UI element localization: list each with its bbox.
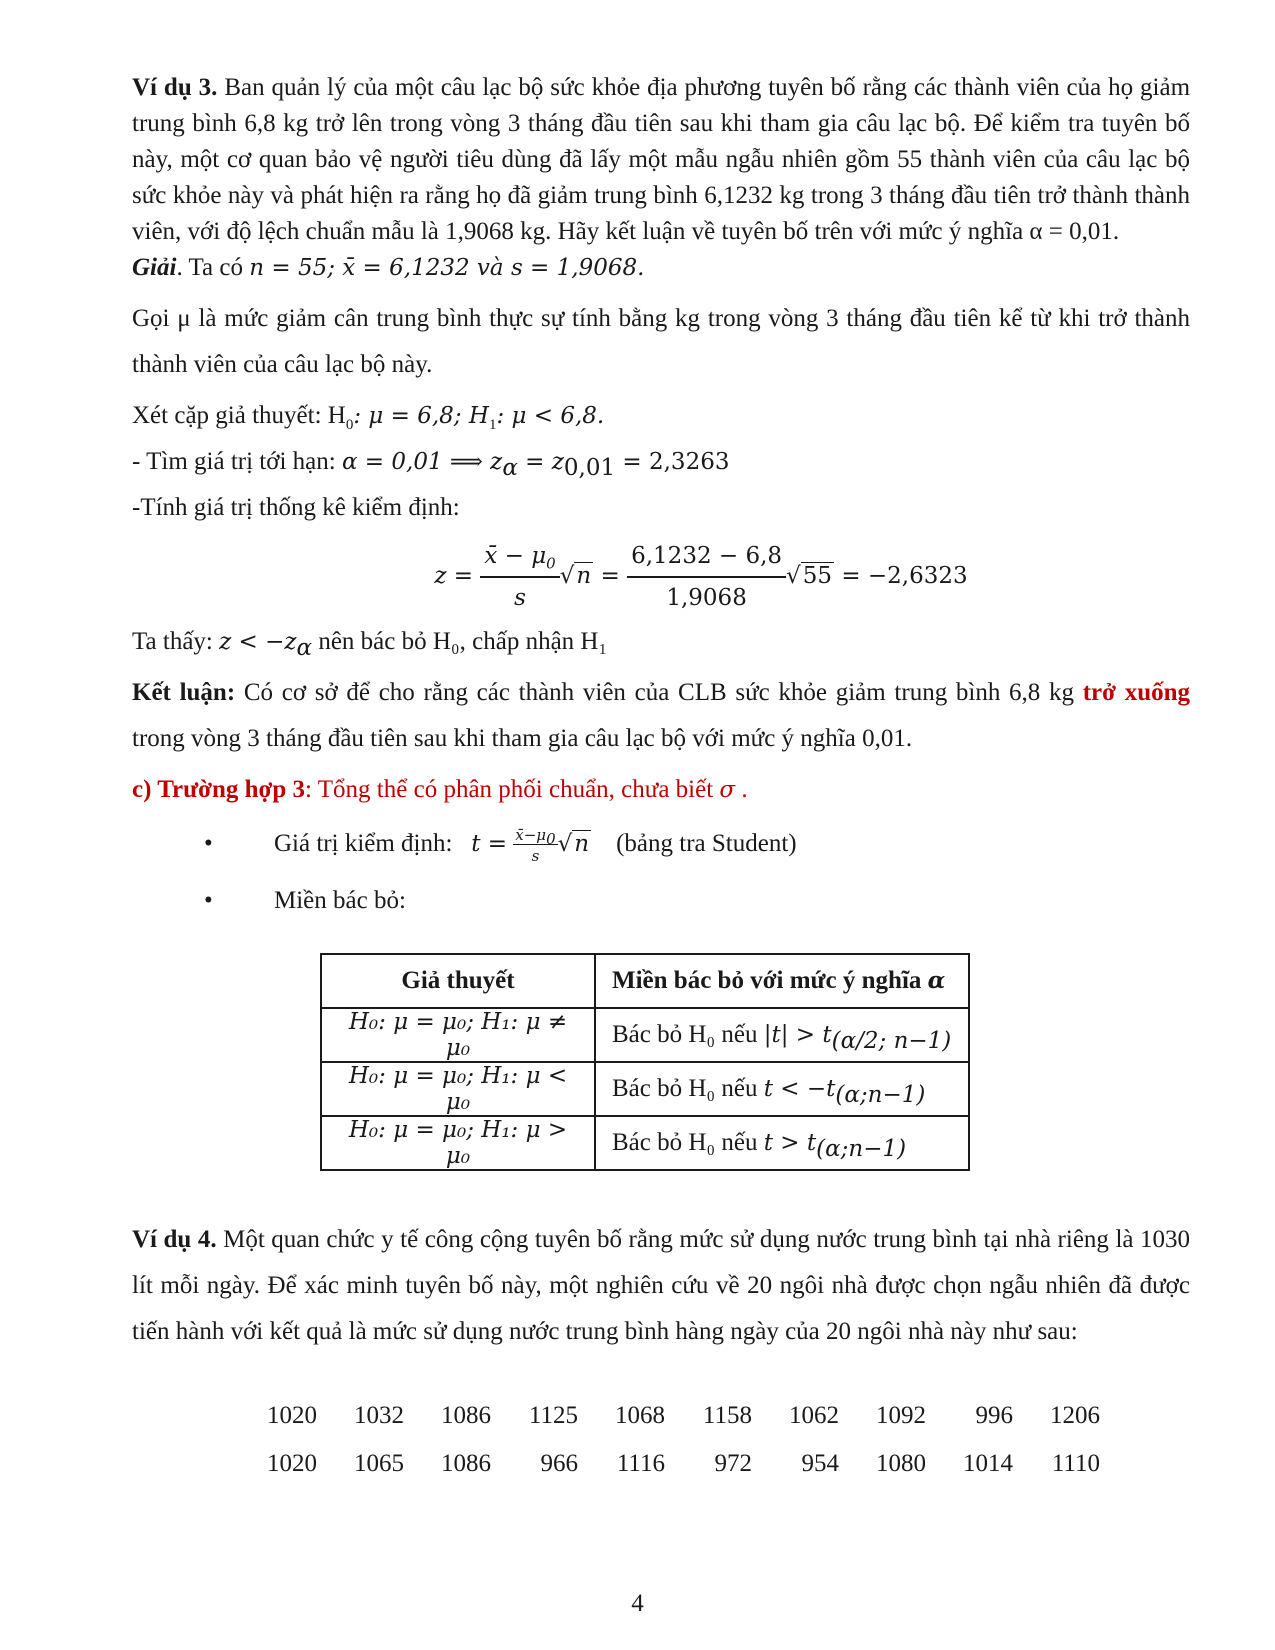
formula-result: = −2,6323: [841, 563, 968, 589]
table-cell-hypothesis: H₀: μ = μ₀; H₁: μ < μ₀: [321, 1062, 595, 1116]
data-value: 1068: [615, 1402, 665, 1429]
statistic-prefix: -Tính giá trị thống kê kiểm định:: [132, 494, 460, 521]
bullet-dot-icon: •: [204, 887, 213, 914]
bullet-1-text: Giá trị kiểm định:: [274, 830, 453, 858]
bullet-rejection-region: [132, 883, 1190, 919]
water-usage-data: [230, 1402, 1100, 1498]
example-3: [132, 70, 1190, 250]
hypothesis-h: H: [327, 402, 346, 429]
fraction-1: $\frac{x̄ - \mu_0}{s}$: [480, 538, 559, 616]
observation-line: [132, 624, 1190, 660]
observation-text: nên bác bỏ H₀, chấp nhận H₁: [312, 628, 608, 655]
critical-value-line: [132, 444, 1190, 480]
table-header-row: [321, 954, 969, 1008]
rejection-sub: (α/2; n−1): [831, 1028, 952, 1054]
observation-prefix: Ta thấy:: [132, 628, 220, 655]
conclusion-highlight: trở xuống: [1082, 679, 1190, 706]
define-mu: Gọi μ là mức giảm cân trung bình thực sự tính bằng kg trong vòng 3 tháng đầu tiên kể từ khi trở thành thành viên của câu lạc bộ này.: [132, 305, 1190, 378]
rejection-sub: (α;n−1): [835, 1082, 926, 1108]
data-value: 1020: [267, 1450, 317, 1477]
example-4: [132, 1217, 1190, 1355]
formula-eq: =: [600, 563, 620, 589]
critical-prefix: - Tìm giá trị tới hạn:: [132, 448, 342, 475]
example-4-label: Ví dụ 4.: [132, 1226, 217, 1253]
data-value: 1062: [789, 1402, 839, 1429]
page-body: [132, 70, 1190, 919]
critical-mid: = z: [517, 449, 564, 475]
data-value: 1032: [354, 1402, 404, 1429]
data-value: 1158: [702, 1402, 752, 1429]
case-3-end: .: [735, 776, 748, 803]
example-3-text: Ban quản lý của một câu lạc bộ sức khỏe địa phương tuyên bố rằng các thành viên của họ giảm trung bình 6,8 kg trở lên trong vòng 3 tháng đầu tiên sau khi tham gia câu lạc bộ. Để kiểm tra tuyên bố này, một cơ quan bảo vệ người tiêu dùng đã lấy một mẫu ngẫu nhiên gồm 55 thành viên của câu lạc bộ sức khỏe này và phát hiện ra rằng họ đã giảm trung bình 6,1232 kg trong 3 tháng đầu tiên trở thành thành viên, với độ lệch chuẩn mẫu là 1,9068 kg. Hãy kết luận về tuyên bố trên với mức ý nghĩa α = 0,01.: [132, 74, 1191, 245]
table-cell-hypothesis: H₀: μ = μ₀; H₁: μ > μ₀: [321, 1116, 595, 1170]
table-cell-rejection: [595, 1008, 969, 1062]
solution-given: [132, 250, 1190, 286]
hypothesis-h0: : μ = 6,8; H: [353, 403, 489, 429]
bullet-1-note: (bảng tra Student): [616, 830, 797, 858]
rejection-table: [320, 953, 970, 1171]
bullet-2-text: Miền bác bỏ:: [274, 887, 406, 914]
table-header-rejection-text: Miền bác bỏ với mức ý nghĩa: [612, 967, 922, 994]
data-value: 1065: [354, 1450, 404, 1477]
table-header-hypothesis: Giả thuyết: [321, 954, 595, 1008]
bullet-1-num: x̄−μ: [515, 826, 547, 844]
data-value: 1020: [267, 1402, 317, 1429]
conclusion-text-1: Có cơ sở để cho rằng các thành viên của CLB sức khỏe giảm trung bình 6,8 kg: [235, 679, 1083, 706]
observation-math: z < −z: [219, 629, 297, 655]
data-value: 996: [975, 1402, 1013, 1429]
table-header-rejection: [595, 954, 969, 1008]
fraction-1-num: x̄ − μ: [484, 543, 547, 569]
bullet-1-sqrt-rad: n: [574, 831, 590, 858]
table-row: [321, 1008, 969, 1062]
rejection-math: |t| > t: [763, 1022, 832, 1048]
rejection-math: t > t: [763, 1130, 817, 1156]
formula-z: z =: [434, 563, 474, 589]
bullet-1-fraction: $\frac{x̄-\mu_0}{s}$: [515, 826, 556, 865]
sqrt-55-rad: 55: [802, 563, 832, 589]
bullet-1-t: t =: [471, 831, 508, 858]
hypothesis-prefix: Xét cặp giả thuyết:: [132, 402, 328, 429]
table-cell-rejection: [595, 1116, 969, 1170]
table-header-alpha: α: [927, 967, 946, 994]
case-3-sigma: σ: [719, 777, 736, 803]
conclusion-label: Kết luận:: [132, 679, 236, 706]
fraction-2: [627, 538, 786, 616]
data-value: 972: [714, 1450, 752, 1477]
rejection-text: Bác bỏ H₀ nếu: [612, 1075, 764, 1102]
bullet-1-sqrt: √n: [557, 831, 590, 858]
hypothesis-line: Xét cặp giả thuyết: $H_0$: μ = 6,8; $H_1$: μ < 6,8.: [132, 402, 605, 433]
fraction-2-den: 1,9068: [666, 585, 747, 611]
rejection-math: t < −t: [763, 1076, 836, 1102]
given-values: n = 55; x̄ = 6,1232 và s = 1,9068.: [249, 255, 645, 281]
example-4-text: Một quan chức y tế công cộng tuyên bố rằng mức sử dụng nước trung bình tại nhà riêng là 1030 lít mỗi ngày. Để xác minh tuyên bố này, một nghiên cứu về 20 ngôi nhà được chọn ngẫu nhiên đã được tiến hành với kết quả là mức sử dụng nước trung bình hàng ngày của 20 ngôi nhà này như sau:: [132, 1226, 1190, 1345]
data-value: 954: [801, 1450, 839, 1477]
data-value: 1206: [1050, 1402, 1100, 1429]
case-3-label: c) Trường hợp 3: [132, 776, 306, 803]
data-value: 1080: [876, 1450, 926, 1477]
example-3-label: Ví dụ 3.: [132, 74, 218, 101]
sqrt-55: √55: [786, 563, 832, 589]
case-3-text: : Tổng thể có phân phối chuẩn, chưa biết: [305, 776, 720, 803]
critical-sub-001: 0,01: [563, 455, 616, 481]
rejection-text: Bác bỏ H₀ nếu: [612, 1129, 764, 1156]
conclusion-text-2: trong vòng 3 tháng đầu tiên sau khi tham gia câu lạc bộ với mức ý nghĩa 0,01.: [132, 725, 913, 752]
solution-intro: . Ta có: [176, 254, 250, 281]
data-value: 1125: [528, 1402, 578, 1429]
data-value: 1116: [616, 1450, 665, 1477]
rejection-sub: (α;n−1): [816, 1136, 907, 1162]
table-cell-hypothesis: H₀: μ = μ₀; H₁: μ ≠ μ₀: [321, 1008, 595, 1062]
fraction-1-den: s: [514, 585, 526, 611]
data-value: 1110: [1051, 1450, 1100, 1477]
data-value: 1086: [441, 1450, 491, 1477]
fraction-2-num: 6,1232 − 6,8: [627, 538, 786, 578]
sqrt-n-rad: n: [576, 563, 592, 589]
table-cell-rejection: [595, 1062, 969, 1116]
rejection-text: Bác bỏ H₀ nếu: [612, 1021, 764, 1048]
data-row: [230, 1402, 1100, 1450]
data-value: 1086: [441, 1402, 491, 1429]
sqrt-n: √n: [559, 563, 592, 589]
observation-sub: α: [296, 635, 313, 661]
critical-value: = 2,3263: [615, 449, 730, 475]
critical-math: α = 0,01 ⟹ z: [341, 449, 503, 475]
critical-sub-alpha: α: [502, 455, 518, 481]
data-value: 1014: [963, 1450, 1013, 1477]
table-row: [321, 1062, 969, 1116]
hypothesis-h1: : μ < 6,8.: [496, 403, 605, 429]
page-number: 4: [631, 1590, 644, 1617]
bullet-1-den: s: [531, 847, 540, 865]
solution-label: Giải: [132, 254, 177, 281]
table-row: [321, 1116, 969, 1170]
z-formula: [212, 538, 1190, 616]
conclusion: [132, 670, 1190, 762]
data-row: [230, 1450, 1100, 1498]
data-value: 966: [540, 1450, 578, 1477]
bullet-test-statistic: [132, 826, 1190, 865]
case-3-heading: [132, 772, 1190, 808]
data-value: 1092: [876, 1402, 926, 1429]
bullet-dot-icon: •: [204, 830, 213, 857]
